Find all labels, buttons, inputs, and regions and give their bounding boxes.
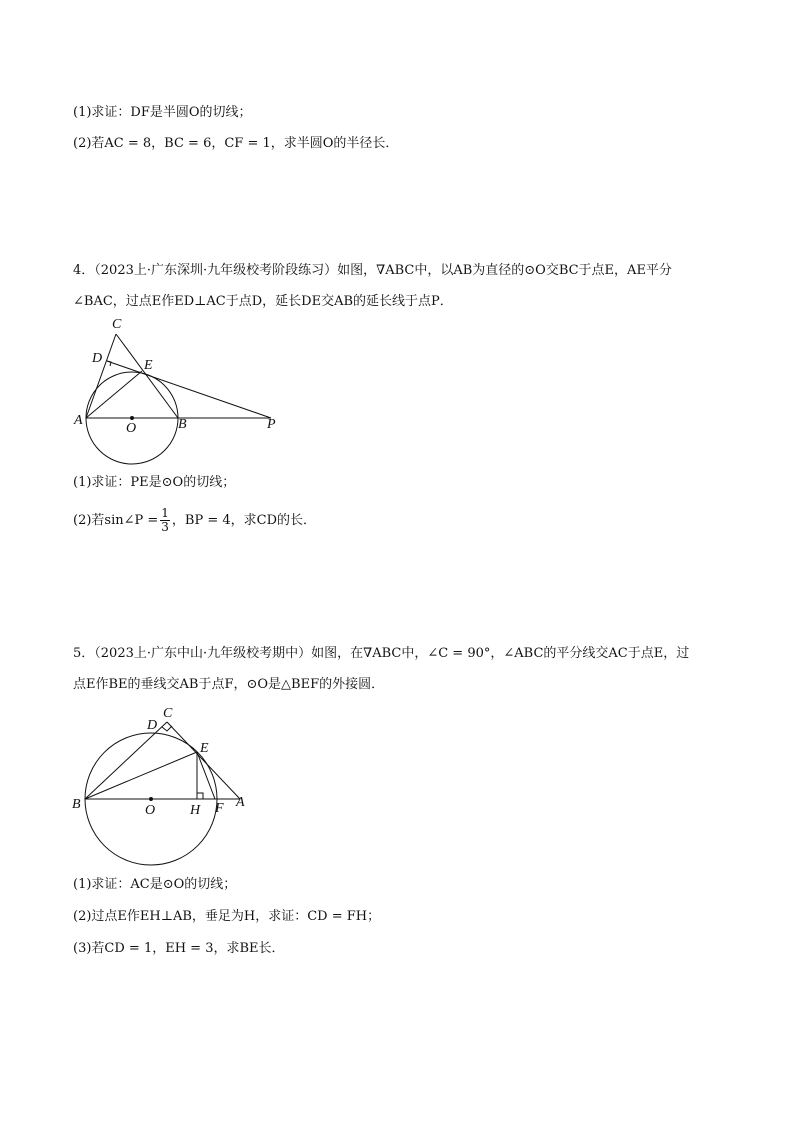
problem-4-q2-suffix: ，BP = 4，求CD的长． [171,513,317,528]
label-c: C [112,317,122,332]
problem-4-q2-prefix: (2)若sin∠P = [73,513,159,528]
problem-5-figure [70,702,260,880]
label-o: O [126,421,137,436]
label-b: B [72,797,81,812]
label-a: A [236,795,245,810]
segment-c-b [116,334,178,418]
problem-4-stem-line-1: 4．（2023上·广东深圳·九年级校考阶段练习）如图，∇ABC中，以AB为直径的⊙O交BC于点E，AE平分 [73,263,672,278]
label-e: E [200,741,209,756]
problem-5-question-2: (2)过点E作EH⊥AB，垂足为H，求证：CD = FH； [73,909,381,924]
fraction-one-third [160,507,170,534]
label-c: C [163,706,173,721]
label-e: E [144,358,153,373]
label-o: O [145,803,156,818]
label-b: B [178,417,187,432]
part-a-question-2: (2)若AC = 8，BC = 6，CF = 1，求半圆O的半径长． [73,136,399,151]
problem-5-question-3: (3)若CD = 1，EH = 3，求BE长． [73,941,285,956]
segment-d-p [107,361,271,418]
problem-4-question-1: (1)求证：PE是⊙O的切线； [73,475,236,490]
center-dot-o [149,797,153,801]
right-angle-mark-d [107,361,111,366]
label-p: P [267,417,276,432]
problem-4-question-2 [73,507,316,534]
problem-5-question-1: (1)求证：AC是⊙O的切线； [73,877,237,892]
fraction-denominator: 3 [161,520,169,534]
right-angle-mark-h [197,793,203,799]
label-d: D [92,351,103,366]
problem-5-stem-line-1: 5．（2023上·广东中山·九年级校考期中）如图，在∇ABC中，∠C = 90°，∠ABC的平分线交AC于点E，过 [73,646,690,661]
label-d: D [147,718,158,733]
center-dot-o [130,416,134,420]
fraction-numerator: 1 [161,506,169,520]
segment-b-e [85,752,197,799]
label-a: A [74,413,83,428]
right-angle-mark-c [162,726,172,731]
problem-5-stem-line-2: 点E作BE的垂线交AB于点F，⊙O是△BEF的外接圆． [73,677,385,692]
problem-4-figure [70,314,290,438]
problem-4-stem-line-2: ∠BAC，过点E作ED⊥AC于点D，延长DE交AB的延长线于点P． [73,294,453,309]
part-a-question-1: (1)求证：DF是半圆O的切线； [73,105,252,120]
label-f: F [215,801,224,816]
label-h: H [190,803,201,818]
